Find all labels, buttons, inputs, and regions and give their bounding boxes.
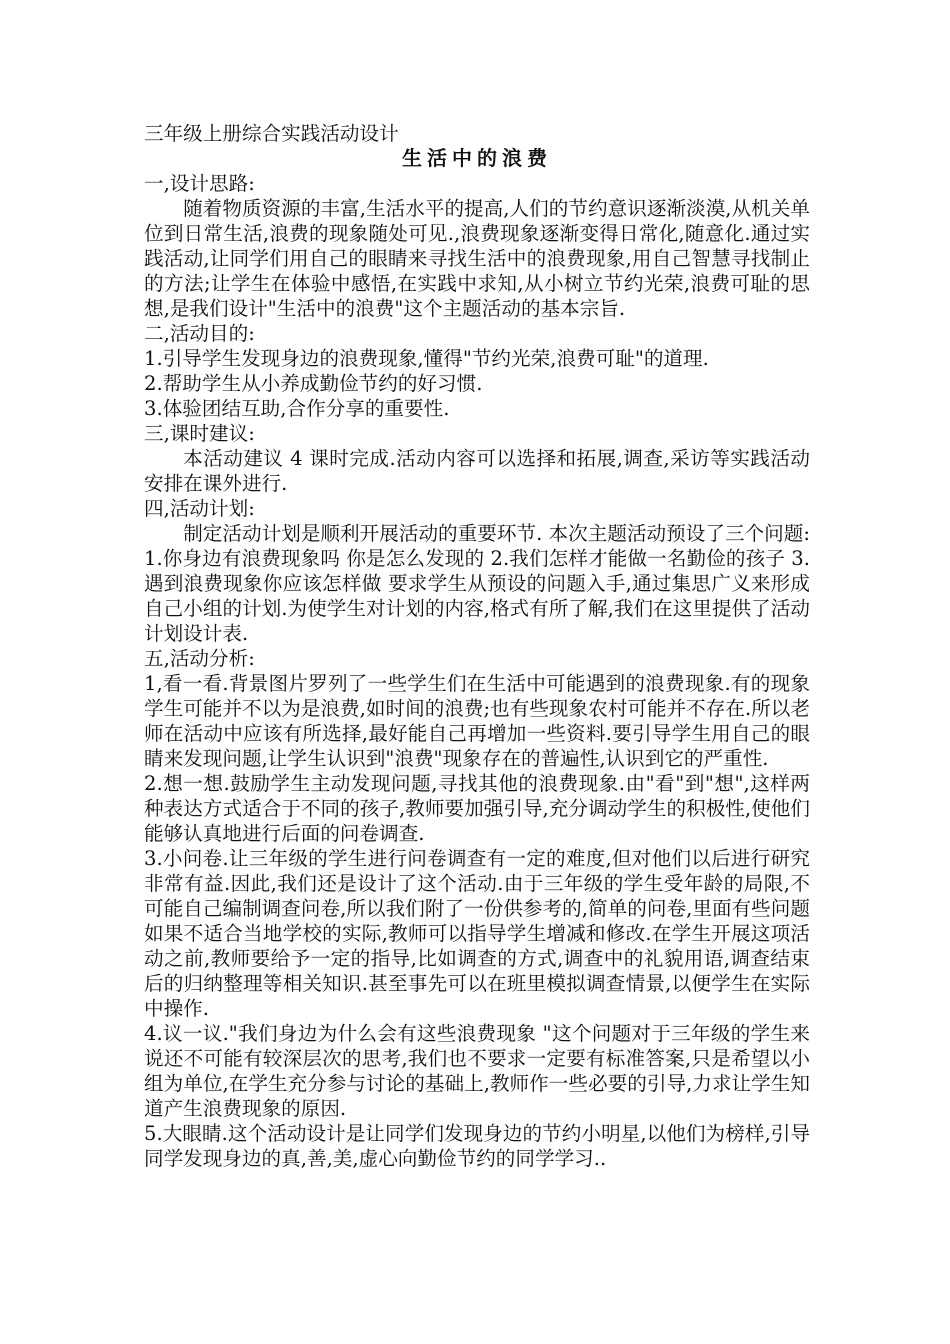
list-item-goal-2: 2.帮助学生从小养成勤俭节约的好习惯.	[144, 372, 483, 395]
document-title: 生活中的浪费	[402, 146, 552, 170]
section-heading-activity-goals: 二,活动目的:	[144, 322, 255, 345]
list-item-analysis-5: 5.大眼睛.这个活动设计是让同学们发现身边的节约小明星,以他们为榜样,引导同学发现身边的真,善,美,虚心向勤俭节约的同学学习..	[144, 1122, 810, 1170]
list-item-analysis-1: 1,看一看.背景图片罗列了一些学生们在生活中可能遇到的浪费现象.有的现象学生可能并不以为是浪费,如时间的浪费;也有些现象农村可能并不存在.所以老师在活动中应该有所选择,最好能自己再增加一些资料.要引导学生用自己的眼睛来发现问题,让学生认识到"浪费"现象存在的普遍性,认识到它的严重性.	[144, 672, 810, 770]
section-heading-activity-analysis: 五,活动分析:	[144, 647, 255, 670]
list-item-analysis-3: 3.小问卷.让三年级的学生进行问卷调查有一定的难度,但对他们以后进行研究非常有益.因此,我们还是设计了这个活动.由于三年级的学生受年龄的局限,不可能自己编制调查问卷,所以我们附了一份供参考的,简单的问卷,里面有些问题如果不适合当地学校的实际,教师可以指导学生增减和修改.在学生开展这项活动之前,教师要给予一定的指导,比如调查的方式,调查中的礼貌用语,调查结束后的归纳整理等相关知识.甚至事先可以在班里模拟调查情景,以便学生在实际中操作.	[144, 847, 810, 1020]
list-item-analysis-4: 4.议一议."我们身边为什么会有这些浪费现象 "这个问题对于三年级的学生来说还不可能有较深层次的思考,我们也不要求一定要有标准答案,只是希望以小组为单位,在学生充分参与讨论的基础上,教师作一些必要的引导,力求让学生知道产生浪费现象的原因.	[144, 1022, 810, 1120]
document-header: 三年级上册综合实践活动设计	[144, 122, 399, 145]
paragraph-design-idea: 随着物质资源的丰富,生活水平的提高,人们的节约意识逐渐淡漠,从机关单位到日常生活,浪费的现象随处可见.,浪费现象逐渐变得日常化,随意化.通过实践活动,让同学们用自己的眼睛来寻找生活中的浪费现象,用自己智慧寻找制止的方法;让学生在体验中感悟,在实践中求知,从小树立节约光荣,浪费可耻的思想,是我们设计"生活中的浪费"这个主题活动的基本宗旨.	[144, 197, 810, 320]
list-item-goal-3: 3.体验团结互助,合作分享的重要性.	[144, 397, 450, 420]
list-item-analysis-2: 2.想一想.鼓励学生主动发现问题,寻找其他的浪费现象.由"看"到"想",这样两种表达方式适合于不同的孩子,教师要加强引导,充分调动学生的积极性,使他们能够认真地进行后面的问卷调查.	[144, 772, 810, 845]
section-heading-activity-plan: 四,活动计划:	[144, 497, 255, 520]
list-item-goal-1: 1.引导学生发现身边的浪费现象,懂得"节约光荣,浪费可耻"的道理.	[144, 347, 709, 370]
paragraph-class-hours: 本活动建议 4 课时完成.活动内容可以选择和拓展,调查,采访等实践活动安排在课外进行.	[144, 447, 810, 495]
section-heading-class-hours: 三,课时建议:	[144, 422, 255, 445]
document-page	[144, 121, 810, 1171]
paragraph-activity-plan: 制定活动计划是顺利开展活动的重要环节. 本次主题活动预设了三个问题:1.你身边有浪费现象吗 你是怎么发现的 2.我们怎样才能做一名勤俭的孩子 3.遇到浪费现象你应该怎样做 要求学生从预设的问题入手,通过集思广义来形成自己小组的计划.为使学生对计划的内容,格式有所了解,我们在这里提供了活动计划设计表.	[144, 522, 810, 645]
section-heading-design-idea: 一,设计思路:	[144, 172, 255, 195]
